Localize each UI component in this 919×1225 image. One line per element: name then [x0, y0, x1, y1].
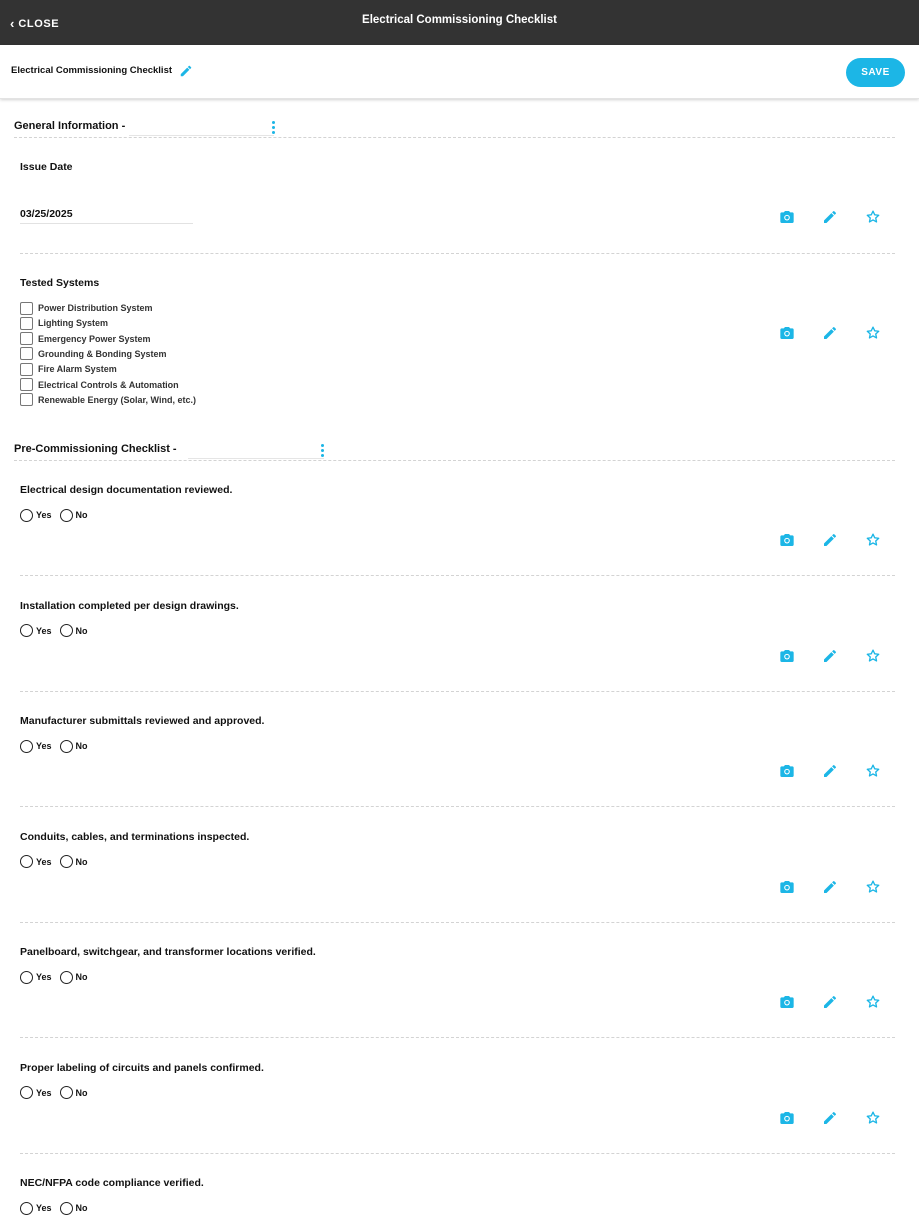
checkbox[interactable]: [20, 302, 33, 315]
chevron-left-icon: ‹: [10, 16, 15, 31]
field-divider: [20, 691, 895, 692]
radio-yes[interactable]: [20, 509, 52, 522]
camera-icon[interactable]: [779, 879, 795, 895]
section-title: Pre-Commissioning Checklist -: [14, 443, 177, 455]
yes-no-radio-group: [20, 508, 96, 522]
camera-icon[interactable]: [779, 648, 795, 664]
star-icon[interactable]: [865, 763, 881, 779]
question-label: Conduits, cables, and terminations inspected.: [20, 830, 250, 843]
radio-label: Yes: [36, 625, 52, 636]
field-divider: [20, 922, 895, 923]
kebab-menu-icon[interactable]: [318, 443, 328, 459]
radio-no[interactable]: [60, 509, 88, 522]
yes-no-radio-group: [20, 970, 96, 984]
radio-label: Yes: [36, 741, 52, 751]
camera-icon[interactable]: [779, 994, 795, 1010]
radio-label: Yes: [36, 972, 52, 982]
pencil-icon[interactable]: [822, 994, 838, 1010]
checkbox[interactable]: [20, 317, 33, 330]
question-label: Electrical design documentation reviewed.: [20, 484, 233, 496]
question-label: Installation completed per design drawings.: [20, 599, 239, 612]
section-general-information: [14, 118, 284, 138]
tested-system-option[interactable]: [20, 332, 151, 346]
radio-button[interactable]: [20, 509, 33, 522]
radio-button[interactable]: [60, 971, 73, 984]
issue-date-field[interactable]: 03/25/2025: [20, 208, 73, 220]
radio-no[interactable]: [60, 740, 88, 753]
tested-system-option[interactable]: [20, 301, 153, 315]
camera-icon[interactable]: [779, 325, 795, 341]
radio-button[interactable]: [20, 740, 33, 753]
tested-system-option[interactable]: [20, 362, 117, 376]
radio-label: No: [75, 510, 88, 520]
radio-button[interactable]: [20, 1202, 33, 1215]
yes-no-radio-group: [20, 624, 96, 638]
checkbox[interactable]: [20, 347, 33, 360]
star-icon[interactable]: [865, 1110, 881, 1126]
section-divider: [14, 460, 895, 461]
field-divider: [20, 575, 895, 576]
pencil-icon[interactable]: [822, 1110, 838, 1126]
checkbox[interactable]: [20, 363, 33, 376]
yes-no-radio-group: [20, 739, 96, 753]
top-bar: [0, 0, 919, 45]
section-divider: [14, 137, 895, 138]
save-button[interactable]: SAVE: [846, 58, 905, 87]
checkbox[interactable]: [20, 378, 33, 391]
checkbox-label: Fire Alarm System: [38, 364, 117, 375]
pencil-icon[interactable]: [822, 325, 838, 341]
radio-button[interactable]: [20, 1086, 33, 1099]
tested-system-option[interactable]: [20, 378, 179, 392]
tested-systems-label: Tested Systems: [20, 277, 100, 289]
radio-label: No: [75, 625, 88, 636]
star-icon[interactable]: [865, 994, 881, 1010]
question-label: NEC/NFPA code compliance verified.: [20, 1177, 204, 1189]
section-title-underline: [188, 458, 324, 459]
pencil-icon[interactable]: [822, 879, 838, 895]
yes-no-radio-group: [20, 1086, 96, 1100]
radio-button[interactable]: [60, 740, 73, 753]
pencil-icon[interactable]: [822, 532, 838, 548]
pencil-icon[interactable]: [822, 763, 838, 779]
star-icon[interactable]: [865, 325, 881, 341]
star-icon[interactable]: [865, 879, 881, 895]
close-label: CLOSE: [18, 18, 60, 30]
checkbox-label: Emergency Power System: [38, 333, 151, 344]
question-label: Panelboard, switchgear, and transformer locations verified.: [20, 946, 316, 958]
radio-label: No: [75, 741, 88, 751]
radio-button[interactable]: [60, 1086, 73, 1099]
checkbox-label: Grounding & Bonding System: [38, 348, 167, 359]
yes-no-radio-group: [20, 855, 96, 869]
star-icon[interactable]: [865, 648, 881, 664]
tested-system-option[interactable]: [20, 393, 196, 407]
star-icon[interactable]: [865, 532, 881, 548]
radio-yes[interactable]: [20, 624, 52, 637]
radio-button[interactable]: [60, 855, 73, 868]
section-title: General Information -: [14, 120, 126, 132]
radio-no[interactable]: [60, 971, 88, 984]
checkbox-label: Electrical Controls & Automation: [38, 379, 179, 390]
radio-label: No: [75, 1087, 88, 1098]
radio-no[interactable]: [60, 624, 88, 637]
yes-no-radio-group: [20, 1201, 96, 1215]
radio-label: No: [75, 856, 88, 867]
section-title-underline: [129, 135, 274, 136]
camera-icon[interactable]: [779, 763, 795, 779]
issue-date-label: Issue Date: [20, 161, 73, 173]
checkbox[interactable]: [20, 393, 33, 406]
kebab-menu-icon[interactable]: [269, 120, 279, 136]
star-icon[interactable]: [865, 209, 881, 225]
radio-no[interactable]: [60, 1202, 88, 1215]
radio-button[interactable]: [20, 855, 33, 868]
radio-no[interactable]: [60, 855, 88, 868]
tested-system-option[interactable]: [20, 347, 167, 361]
section-pre-commissioning: [14, 441, 334, 461]
checkbox-label: Renewable Energy (Solar, Wind, etc.): [38, 394, 196, 405]
radio-no[interactable]: [60, 1086, 88, 1099]
tested-system-option[interactable]: [20, 316, 108, 330]
radio-yes[interactable]: [20, 1086, 52, 1099]
radio-label: No: [75, 1203, 88, 1213]
checkbox-label: Power Distribution System: [38, 303, 153, 313]
field-divider: [20, 253, 895, 254]
radio-label: Yes: [36, 1087, 52, 1098]
radio-label: Yes: [36, 1203, 52, 1213]
radio-yes[interactable]: [20, 1202, 52, 1215]
document-header: [0, 45, 919, 99]
radio-label: No: [75, 972, 88, 982]
document-name: Electrical Commissioning Checklist: [11, 65, 173, 76]
pencil-icon[interactable]: [822, 209, 838, 225]
field-divider: [20, 806, 895, 807]
radio-label: Yes: [36, 856, 52, 867]
camera-icon[interactable]: [779, 209, 795, 225]
radio-button[interactable]: [20, 624, 33, 637]
radio-button[interactable]: [60, 509, 73, 522]
pencil-icon[interactable]: [822, 648, 838, 664]
edit-name-pencil-icon[interactable]: [179, 64, 193, 78]
field-divider: [20, 1037, 895, 1038]
question-label: Manufacturer submittals reviewed and approved.: [20, 715, 265, 727]
question-label: Proper labeling of circuits and panels confirmed.: [20, 1061, 264, 1074]
radio-yes[interactable]: [20, 971, 52, 984]
page-title: Electrical Commissioning Checklist: [362, 14, 557, 26]
radio-yes[interactable]: [20, 740, 52, 753]
checkbox-label: Lighting System: [38, 318, 109, 329]
camera-icon[interactable]: [779, 532, 795, 548]
field-divider: [20, 1153, 895, 1154]
camera-icon[interactable]: [779, 1110, 795, 1126]
radio-label: Yes: [36, 510, 52, 520]
radio-button[interactable]: [60, 624, 73, 637]
checkbox[interactable]: [20, 332, 33, 345]
radio-button[interactable]: [60, 1202, 73, 1215]
radio-yes[interactable]: [20, 855, 52, 868]
radio-button[interactable]: [20, 971, 33, 984]
issue-date-underline: [20, 223, 193, 224]
